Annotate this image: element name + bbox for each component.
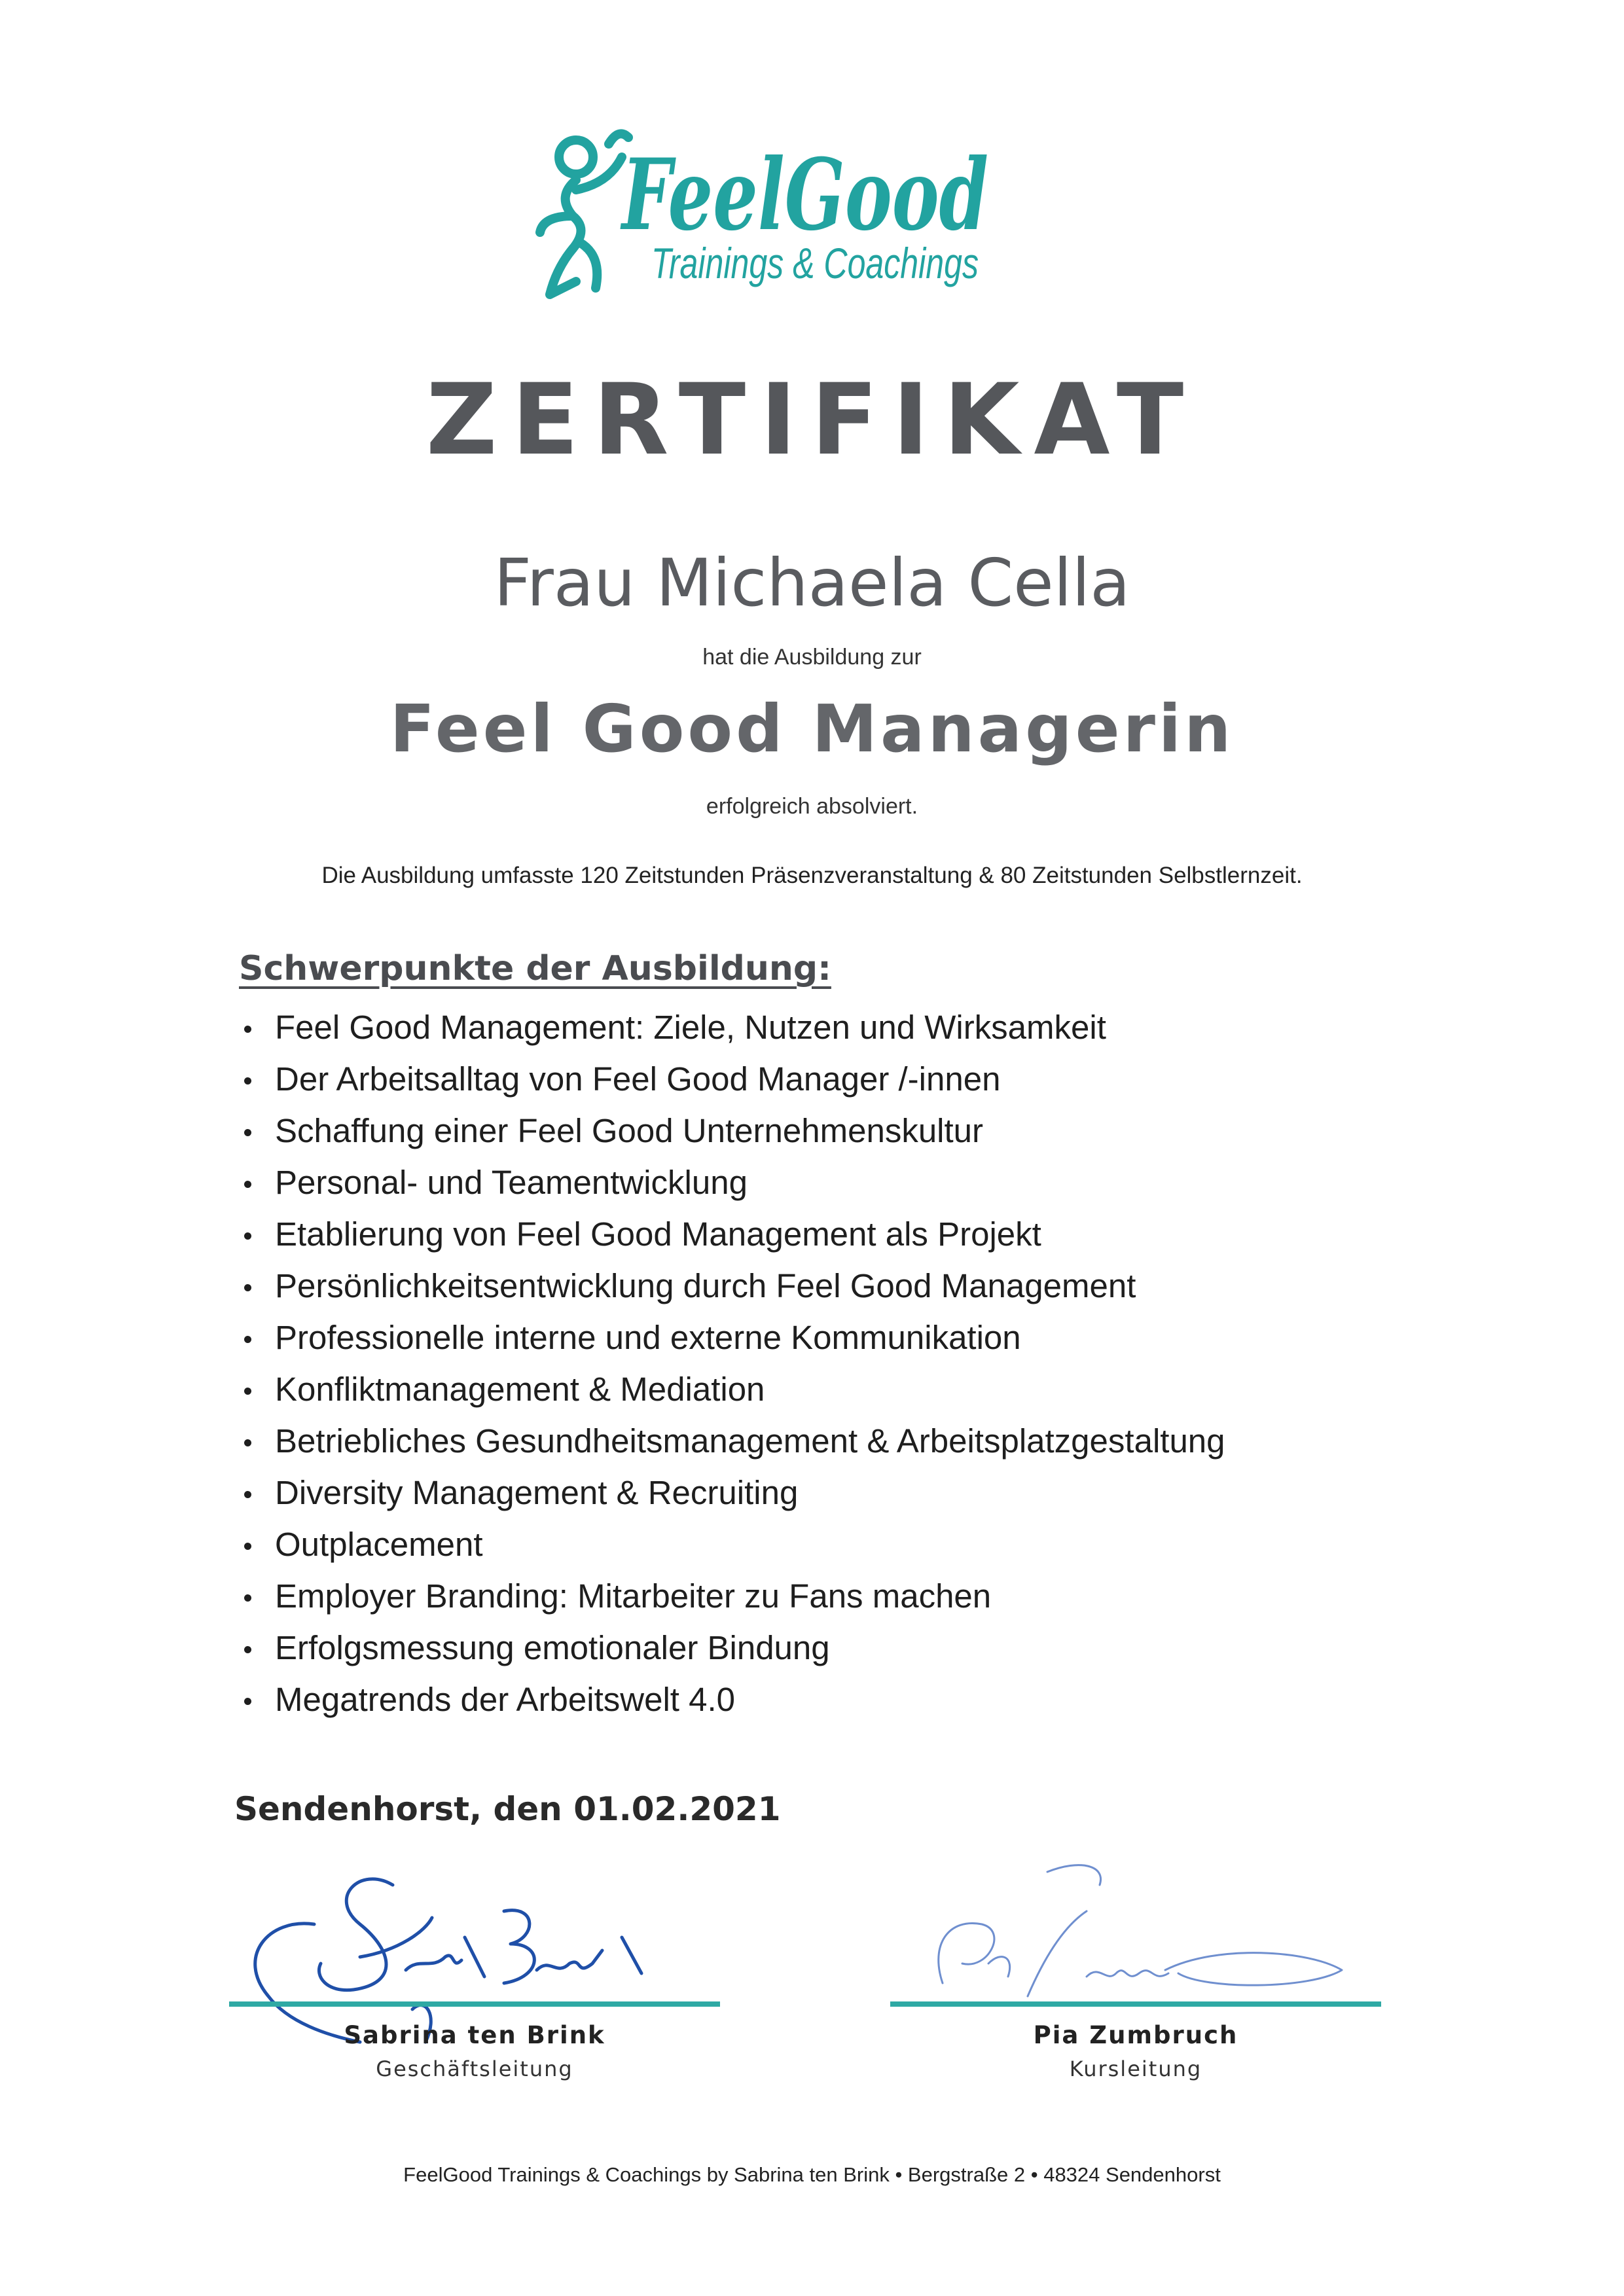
signature-block-left <box>229 1846 720 2108</box>
signatory-role-left: Geschäftsleitung <box>376 2056 573 2081</box>
logo-graphic <box>537 118 1074 327</box>
list-item: Erfolgsmessung emotionaler Bindung <box>239 1622 1225 1674</box>
signature-line-left <box>229 2001 720 2007</box>
logo-main-text: FeelGood <box>620 137 988 253</box>
focus-list <box>239 1001 1225 1725</box>
footer-address: FeelGood Trainings & Coachings by Sabrina ten Brink • Bergstraße 2 • 48324 Sendenhorst <box>403 2163 1221 2186</box>
signature-block-right <box>890 1846 1381 2108</box>
list-item: Personal- und Teamentwicklung <box>239 1157 1225 1208</box>
list-item: Schaffung einer Feel Good Unternehmenskultur <box>239 1105 1225 1157</box>
company-logo <box>537 118 1074 327</box>
list-item: Konfliktmanagement & Mediation <box>239 1363 1225 1415</box>
signature-line-right <box>890 2001 1381 2007</box>
logo-sub-text: Trainings & Coachings <box>651 239 979 287</box>
scope-line: Die Ausbildung umfasste 120 Zeitstunden Präsenzveranstaltung & 80 Zeitstunden Selbstlernzeit. <box>321 863 1303 888</box>
list-item: Persönlichkeitsentwicklung durch Feel Good Management <box>239 1260 1225 1312</box>
list-item: Professionelle interne und externe Kommunikation <box>239 1312 1225 1363</box>
running-figure-icon <box>540 134 628 295</box>
list-item: Diversity Management & Recruiting <box>239 1467 1225 1518</box>
certificate-title: ZERTIFIKAT <box>425 363 1199 477</box>
list-item: Outplacement <box>239 1518 1225 1570</box>
list-item: Employer Branding: Mitarbeiter zu Fans machen <box>239 1570 1225 1622</box>
recipient-name: Frau Michaela Cella <box>494 545 1130 621</box>
list-item: Der Arbeitsalltag von Feel Good Manager /-innen <box>239 1053 1225 1105</box>
focus-heading: Schwerpunkte der Ausbildung: <box>239 949 831 988</box>
completion-line: erfolgreich absolviert. <box>706 794 918 819</box>
intro-line: hat die Ausbildung zur <box>702 645 922 670</box>
signatory-name-left: Sabrina ten Brink <box>344 2021 605 2049</box>
list-item: Feel Good Management: Ziele, Nutzen und Wirksamkeit <box>239 1001 1225 1053</box>
list-item: Megatrends der Arbeitswelt 4.0 <box>239 1674 1225 1725</box>
list-item: Etablierung von Feel Good Management als Projekt <box>239 1208 1225 1260</box>
signatory-name-right: Pia Zumbruch <box>1033 2021 1238 2049</box>
place-date: Sendenhorst, den 01.02.2021 <box>234 1790 781 1828</box>
signatory-role-right: Kursleitung <box>1069 2056 1202 2081</box>
degree-title: Feel Good Managerin <box>389 691 1235 767</box>
list-item: Betriebliches Gesundheitsmanagement & Arbeitsplatzgestaltung <box>239 1415 1225 1467</box>
